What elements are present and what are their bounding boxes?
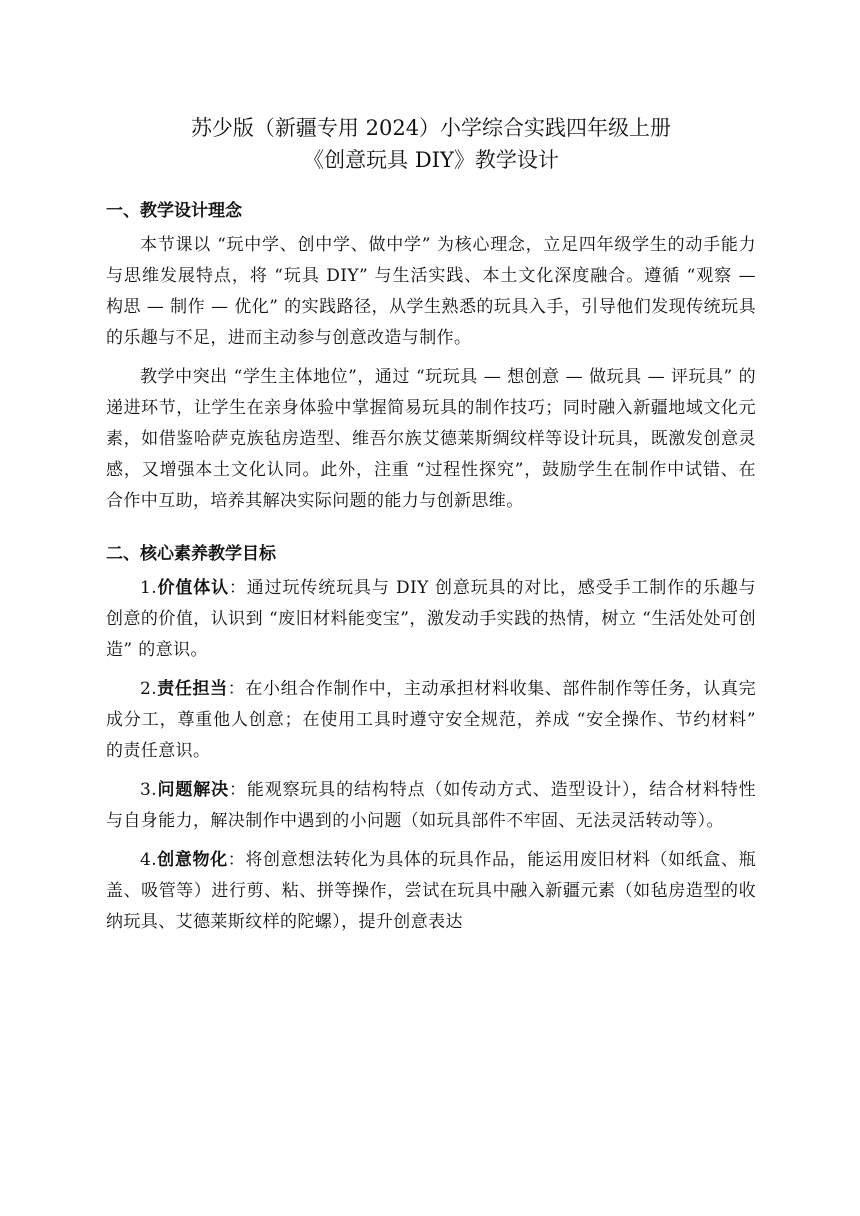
goal-item-value [106,573,756,666]
concept-paragraph-2: 教学中突出 “学生主体地位”，通过 “玩玩具 — 想创意 — 做玩具 — 评玩具” 的递进环节，让学生在亲身体验中掌握简易玩具的制作技巧；同时融入新疆地域文化元素，如借鉴哈萨克族毡房造型、维吾尔族艾德莱斯绸纹样等设计玩具，既激发创意灵感，又增强本土文化认同。此外，注重 “过程性探究”，鼓励学生在制作中试错、在合作中互助，培养其解决实际问题的能力与创新思维。 [106,367,756,511]
document-title-line1: 苏少版（新疆专用 2024）小学综合实践四年级上册 [190,116,672,140]
goal-item-responsibility [106,674,756,767]
goal-text: ：能观察玩具的结构特点（如传动方式、造型设计），结合材料特性与自身能力，解决制作中遇到的小问题（如玩具部件不牢固、无法灵活转动等）。 [106,780,756,831]
goal-label: 问题解决 [157,780,229,800]
document-title-line2: 《创意玩具 DIY》教学设计 [303,148,559,172]
goal-text: ：将创意想法转化为具体的玩具作品，能运用废旧材料（如纸盒、瓶盖、吸管等）进行剪、粘、拼等操作，尝试在玩具中融入新疆元素（如毡房造型的收纳玩具、艾德莱斯纹样的陀螺），提升创意表达 [106,850,756,932]
goal-number: 1. [140,578,158,598]
goal-number: 2. [140,679,158,699]
concept-paragraph-1: 本节课以 “玩中学、创中学、做中学” 为核心理念，立足四年级学生的动手能力与思维发展特点，将 “玩具 DIY” 与生活实践、本土文化深度融合。遵循 “观察 — 构思 — 制作 — 优化” 的实践路径，从学生熟悉的玩具入手，引导他们发现传统玩具的乐趣与不足，进而主动参与创意改造与制作。 [106,235,756,348]
goal-label: 创意物化 [157,850,228,870]
section-heading-concept: 一、教学设计理念 [106,201,242,221]
goal-number: 4. [140,850,158,870]
goal-item-creative-making [106,845,756,938]
goal-text: ：通过玩传统玩具与 DIY 创意玩具的对比，感受手工制作的乐趣与创意的价值，认识到 “废旧材料能变宝”，激发动手实践的热情，树立 “生活处处可创造” 的意识。 [106,578,756,660]
section-heading-goals: 二、核心素养教学目标 [106,544,276,564]
document-page [106,112,756,946]
goal-label: 价值体认 [157,578,229,598]
goal-item-problem-solving [106,775,756,837]
goal-label: 责任担当 [157,679,228,699]
goal-text: ：在小组合作制作中，主动承担材料收集、部件制作等任务，认真完成分工，尊重他人创意；在使用工具时遵守安全规范，养成 “安全操作、节约材料” 的责任意识。 [106,679,756,761]
goal-number: 3. [140,780,158,800]
